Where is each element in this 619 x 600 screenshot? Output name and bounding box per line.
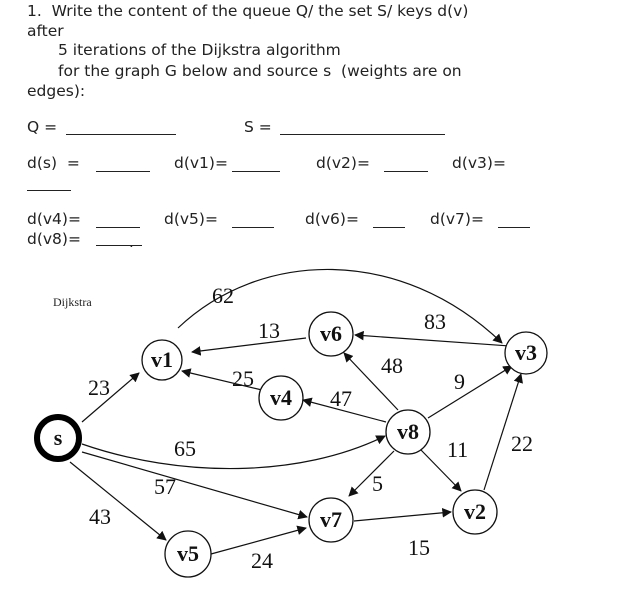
dv7-label: d(v7)= xyxy=(430,210,484,228)
edge-s-v5 xyxy=(70,462,166,540)
dv8-dot: . xyxy=(129,233,134,251)
weight-v8-v3: 9 xyxy=(454,369,465,394)
node-s xyxy=(37,417,79,459)
weight-v7-v2: 15 xyxy=(408,535,430,560)
weight-s-v8: 65 xyxy=(174,436,196,461)
dv4-label: d(v4)= xyxy=(27,210,81,228)
edge-v6-v1 xyxy=(192,338,306,352)
set-label: S = xyxy=(244,118,272,136)
queue-label: Q = xyxy=(27,118,58,136)
weight-v4-v1: 25 xyxy=(232,366,254,391)
dv6-label: d(v6)= xyxy=(305,210,359,228)
weight-v1-v3: 62 xyxy=(212,283,234,308)
weight-v2-v3: 22 xyxy=(511,431,533,456)
question-line-3: 5 iterations of the Dijkstra algorithm xyxy=(58,41,341,59)
node-s-label: s xyxy=(53,425,63,450)
node-v8-label: v8 xyxy=(397,419,419,444)
edge-v8-v3 xyxy=(428,366,512,418)
dv5-label: d(v5)= xyxy=(164,210,218,228)
node-v5-label: v5 xyxy=(177,541,199,566)
node-v1-label: v1 xyxy=(151,347,173,372)
node-v6-label: v6 xyxy=(320,321,342,346)
node-v7 xyxy=(309,498,353,542)
node-v2-label: v2 xyxy=(464,499,486,524)
question-line-2: after xyxy=(27,22,64,40)
question-line-1: 1. Write the content of the queue Q/ the set S/ keys d(v) xyxy=(27,2,469,20)
edge-s-v7 xyxy=(82,452,307,517)
node-v3 xyxy=(505,332,547,374)
node-v4-label: v4 xyxy=(270,385,292,410)
ds-label: d(s) = xyxy=(27,154,80,172)
node-v1 xyxy=(142,340,182,380)
question-line-4: for the graph G below and source s (weights are on xyxy=(58,62,462,80)
node-v5 xyxy=(165,531,211,577)
node-v6 xyxy=(309,312,353,356)
node-v2 xyxy=(453,490,497,534)
weight-v8-v4: 47 xyxy=(330,386,352,411)
weight-v6-v1: 13 xyxy=(258,318,280,343)
graph-caption: Dijkstra xyxy=(53,295,92,309)
node-v3-label: v3 xyxy=(515,340,537,365)
dv1-label: d(v1)= xyxy=(174,154,228,172)
weight-v3-v6: 83 xyxy=(424,309,446,334)
weight-v8-v6: 48 xyxy=(381,353,403,378)
weight-v8-v2: 11 xyxy=(447,437,469,462)
dv8-label: d(v8)= xyxy=(27,230,81,248)
edge-v3-v6 xyxy=(355,335,510,346)
weight-v8-v7: 5 xyxy=(372,471,383,496)
node-v8 xyxy=(386,410,430,454)
weight-s-v7: 57 xyxy=(154,474,176,499)
dv3-label: d(v3)= xyxy=(452,154,506,172)
edge-v7-v2 xyxy=(354,512,451,521)
dv2-label: d(v2)= xyxy=(316,154,370,172)
weight-s-v1: 23 xyxy=(88,375,110,400)
weight-s-v5: 43 xyxy=(89,504,111,529)
weight-v5-v7: 24 xyxy=(251,548,273,573)
edge-s-v8 xyxy=(82,436,385,469)
node-v7-label: v7 xyxy=(320,507,342,532)
node-v4 xyxy=(259,376,303,420)
question-line-5: edges): xyxy=(27,82,86,100)
